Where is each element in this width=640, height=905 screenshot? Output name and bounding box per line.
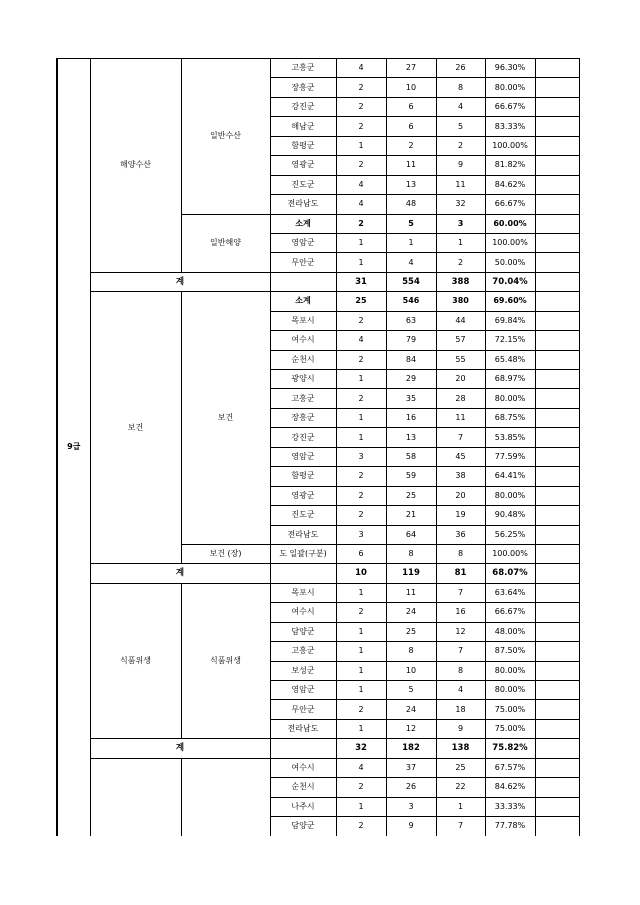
positions-cell: 2 bbox=[336, 156, 386, 175]
applicants-cell: 35 bbox=[386, 389, 436, 408]
blank-cell bbox=[535, 603, 579, 622]
blank-cell bbox=[535, 408, 579, 427]
blank-cell bbox=[535, 311, 579, 330]
attendees-cell: 9 bbox=[436, 156, 485, 175]
applicants-cell: 79 bbox=[386, 331, 436, 350]
applicants-cell: 546 bbox=[386, 292, 436, 311]
rate-cell: 66.67% bbox=[485, 97, 535, 116]
region-cell: 함평군 bbox=[270, 467, 336, 486]
table-row bbox=[57, 292, 579, 311]
region-cell: 강진군 bbox=[270, 428, 336, 447]
total-rate: 70.04% bbox=[485, 272, 535, 291]
rate-cell: 81.82% bbox=[485, 156, 535, 175]
positions-cell: 1 bbox=[336, 797, 386, 816]
rate-cell: 66.67% bbox=[485, 603, 535, 622]
total-positions: 32 bbox=[336, 739, 386, 758]
rate-cell: 50.00% bbox=[485, 253, 535, 272]
category-cell: 일반해양 bbox=[181, 214, 270, 272]
blank-cell bbox=[535, 661, 579, 680]
attendees-cell: 7 bbox=[436, 428, 485, 447]
blank-cell bbox=[535, 622, 579, 641]
attendees-cell: 57 bbox=[436, 331, 485, 350]
total-row bbox=[57, 739, 579, 758]
positions-cell: 4 bbox=[336, 175, 386, 194]
positions-cell: 6 bbox=[336, 544, 386, 563]
blank-cell bbox=[535, 739, 579, 758]
rate-cell: 100.00% bbox=[485, 233, 535, 252]
rate-cell: 48.00% bbox=[485, 622, 535, 641]
total-label: 계 bbox=[90, 272, 270, 291]
attendees-cell: 1 bbox=[436, 233, 485, 252]
rate-cell: 87.50% bbox=[485, 642, 535, 661]
attendees-cell: 2 bbox=[436, 253, 485, 272]
blank-cell bbox=[270, 739, 336, 758]
blank-cell bbox=[535, 583, 579, 602]
rate-cell: 84.62% bbox=[485, 778, 535, 797]
blank-cell bbox=[535, 700, 579, 719]
applicants-cell: 24 bbox=[386, 603, 436, 622]
positions-cell: 2 bbox=[336, 214, 386, 233]
applicants-cell: 59 bbox=[386, 467, 436, 486]
region-cell: 영광군 bbox=[270, 486, 336, 505]
rate-cell: 67.57% bbox=[485, 758, 535, 777]
positions-cell: 2 bbox=[336, 486, 386, 505]
rate-cell: 100.00% bbox=[485, 544, 535, 563]
region-cell: 함평군 bbox=[270, 136, 336, 155]
attendees-cell: 4 bbox=[436, 681, 485, 700]
region-cell: 소계 bbox=[270, 292, 336, 311]
region-cell: 고흥군 bbox=[270, 59, 336, 78]
positions-cell: 1 bbox=[336, 681, 386, 700]
blank-cell bbox=[535, 59, 579, 78]
table-row bbox=[57, 758, 579, 777]
blank-cell bbox=[535, 117, 579, 136]
applicants-cell: 10 bbox=[386, 78, 436, 97]
rate-cell: 80.00% bbox=[485, 661, 535, 680]
applicants-cell: 4 bbox=[386, 253, 436, 272]
total-applicants: 119 bbox=[386, 564, 436, 583]
attendees-cell: 19 bbox=[436, 506, 485, 525]
attendees-cell: 16 bbox=[436, 603, 485, 622]
region-cell: 도 일괄(구분) bbox=[270, 544, 336, 563]
table-row bbox=[57, 59, 579, 78]
applicants-cell: 13 bbox=[386, 428, 436, 447]
blank-cell bbox=[535, 564, 579, 583]
attendees-cell: 5 bbox=[436, 117, 485, 136]
region-cell: 나주시 bbox=[270, 797, 336, 816]
region-cell: 장흥군 bbox=[270, 78, 336, 97]
applicants-cell: 63 bbox=[386, 311, 436, 330]
rate-cell: 64.41% bbox=[485, 467, 535, 486]
blank-cell bbox=[535, 447, 579, 466]
region-cell: 목포시 bbox=[270, 583, 336, 602]
blank-cell bbox=[535, 272, 579, 291]
positions-cell: 1 bbox=[336, 719, 386, 738]
region-cell: 광양시 bbox=[270, 370, 336, 389]
applicants-cell: 11 bbox=[386, 156, 436, 175]
positions-cell: 1 bbox=[336, 136, 386, 155]
attendees-cell: 9 bbox=[436, 719, 485, 738]
region-cell: 진도군 bbox=[270, 175, 336, 194]
applicants-cell: 27 bbox=[386, 59, 436, 78]
blank-cell bbox=[535, 758, 579, 777]
region-cell: 순천시 bbox=[270, 350, 336, 369]
positions-cell: 2 bbox=[336, 117, 386, 136]
rate-cell: 69.60% bbox=[485, 292, 535, 311]
attendees-cell: 4 bbox=[436, 97, 485, 116]
rate-cell: 80.00% bbox=[485, 486, 535, 505]
region-cell: 고흥군 bbox=[270, 389, 336, 408]
attendees-cell: 32 bbox=[436, 195, 485, 214]
total-label: 계 bbox=[90, 564, 270, 583]
attendees-cell: 7 bbox=[436, 642, 485, 661]
region-cell: 영암군 bbox=[270, 233, 336, 252]
blank-cell bbox=[535, 817, 579, 836]
attendees-cell: 1 bbox=[436, 797, 485, 816]
region-cell: 무안군 bbox=[270, 700, 336, 719]
region-cell: 진도군 bbox=[270, 506, 336, 525]
region-cell: 장흥군 bbox=[270, 408, 336, 427]
rate-cell: 66.67% bbox=[485, 195, 535, 214]
positions-cell: 4 bbox=[336, 331, 386, 350]
attendees-cell: 38 bbox=[436, 467, 485, 486]
blank-cell bbox=[535, 389, 579, 408]
applicants-cell: 24 bbox=[386, 700, 436, 719]
rate-cell: 72.15% bbox=[485, 331, 535, 350]
total-rate: 75.82% bbox=[485, 739, 535, 758]
applicants-cell: 5 bbox=[386, 214, 436, 233]
attendees-cell: 55 bbox=[436, 350, 485, 369]
category-cell: 보건 (장) bbox=[181, 544, 270, 563]
rate-cell: 69.84% bbox=[485, 311, 535, 330]
positions-cell: 4 bbox=[336, 758, 386, 777]
attendees-cell: 28 bbox=[436, 389, 485, 408]
rate-cell: 80.00% bbox=[485, 681, 535, 700]
positions-cell: 1 bbox=[336, 253, 386, 272]
applicants-cell: 13 bbox=[386, 175, 436, 194]
blank-cell bbox=[535, 797, 579, 816]
attendees-cell: 20 bbox=[436, 370, 485, 389]
rate-cell: 77.59% bbox=[485, 447, 535, 466]
total-row bbox=[57, 564, 579, 583]
positions-cell: 2 bbox=[336, 78, 386, 97]
blank-cell bbox=[535, 97, 579, 116]
region-cell: 영암군 bbox=[270, 681, 336, 700]
applicants-cell: 21 bbox=[386, 506, 436, 525]
region-cell: 여수시 bbox=[270, 603, 336, 622]
positions-cell: 2 bbox=[336, 817, 386, 836]
blank-cell bbox=[535, 156, 579, 175]
blank-cell bbox=[535, 331, 579, 350]
total-positions: 10 bbox=[336, 564, 386, 583]
blank-cell bbox=[535, 428, 579, 447]
region-cell: 전라남도 bbox=[270, 719, 336, 738]
blank-cell bbox=[535, 233, 579, 252]
applicants-cell: 29 bbox=[386, 370, 436, 389]
total-rate: 68.07% bbox=[485, 564, 535, 583]
region-cell: 여수시 bbox=[270, 331, 336, 350]
blank-cell bbox=[535, 642, 579, 661]
applicants-cell: 10 bbox=[386, 661, 436, 680]
positions-cell: 4 bbox=[336, 195, 386, 214]
region-cell: 여수시 bbox=[270, 758, 336, 777]
attendees-cell: 3 bbox=[436, 214, 485, 233]
positions-cell: 2 bbox=[336, 603, 386, 622]
blank-cell bbox=[535, 350, 579, 369]
attendees-cell: 8 bbox=[436, 661, 485, 680]
applicants-cell: 3 bbox=[386, 797, 436, 816]
applicants-cell: 25 bbox=[386, 486, 436, 505]
positions-cell: 3 bbox=[336, 447, 386, 466]
attendees-cell: 8 bbox=[436, 544, 485, 563]
total-attendees: 388 bbox=[436, 272, 485, 291]
applicants-cell: 11 bbox=[386, 583, 436, 602]
positions-cell: 25 bbox=[336, 292, 386, 311]
blank-cell bbox=[535, 525, 579, 544]
region-cell: 소계 bbox=[270, 214, 336, 233]
series-cell: 해양수산 bbox=[90, 59, 181, 273]
total-applicants: 554 bbox=[386, 272, 436, 291]
series-cell: 보건 bbox=[90, 292, 181, 564]
blank-cell bbox=[535, 136, 579, 155]
positions-cell: 1 bbox=[336, 370, 386, 389]
applicants-cell: 8 bbox=[386, 642, 436, 661]
positions-cell: 3 bbox=[336, 525, 386, 544]
region-cell: 고흥군 bbox=[270, 642, 336, 661]
applicants-cell: 5 bbox=[386, 681, 436, 700]
blank-cell bbox=[535, 681, 579, 700]
positions-cell: 2 bbox=[336, 97, 386, 116]
blank-cell bbox=[535, 778, 579, 797]
attendees-cell: 7 bbox=[436, 583, 485, 602]
rate-cell: 53.85% bbox=[485, 428, 535, 447]
applicants-cell: 84 bbox=[386, 350, 436, 369]
positions-cell: 1 bbox=[336, 642, 386, 661]
attendees-cell: 2 bbox=[436, 136, 485, 155]
blank-cell bbox=[535, 175, 579, 194]
rate-cell: 68.97% bbox=[485, 370, 535, 389]
attendees-cell: 26 bbox=[436, 59, 485, 78]
applicants-cell: 2 bbox=[386, 136, 436, 155]
region-cell: 보성군 bbox=[270, 661, 336, 680]
region-cell: 목포시 bbox=[270, 311, 336, 330]
rate-cell: 33.33% bbox=[485, 797, 535, 816]
rate-cell: 75.00% bbox=[485, 700, 535, 719]
applicants-cell: 1 bbox=[386, 233, 436, 252]
positions-cell: 2 bbox=[336, 700, 386, 719]
attendees-cell: 12 bbox=[436, 622, 485, 641]
positions-cell: 4 bbox=[336, 59, 386, 78]
region-cell: 담양군 bbox=[270, 622, 336, 641]
blank-cell bbox=[535, 506, 579, 525]
positions-cell: 2 bbox=[336, 311, 386, 330]
attendees-cell: 380 bbox=[436, 292, 485, 311]
applicants-cell: 26 bbox=[386, 778, 436, 797]
positions-cell: 2 bbox=[336, 467, 386, 486]
positions-cell: 1 bbox=[336, 583, 386, 602]
total-positions: 31 bbox=[336, 272, 386, 291]
rate-cell: 60.00% bbox=[485, 214, 535, 233]
attendees-cell: 44 bbox=[436, 311, 485, 330]
region-cell: 전라남도 bbox=[270, 525, 336, 544]
applicants-cell: 58 bbox=[386, 447, 436, 466]
blank-cell bbox=[270, 272, 336, 291]
category-cell: 일반수산 bbox=[181, 59, 270, 215]
applicants-cell: 12 bbox=[386, 719, 436, 738]
rate-cell: 96.30% bbox=[485, 59, 535, 78]
rate-cell: 83.33% bbox=[485, 117, 535, 136]
region-cell: 무안군 bbox=[270, 253, 336, 272]
applicants-cell: 8 bbox=[386, 544, 436, 563]
table-row bbox=[57, 583, 579, 602]
attendees-cell: 22 bbox=[436, 778, 485, 797]
region-cell: 전라남도 bbox=[270, 195, 336, 214]
attendees-cell: 45 bbox=[436, 447, 485, 466]
rate-cell: 75.00% bbox=[485, 719, 535, 738]
region-cell: 담양군 bbox=[270, 817, 336, 836]
applicants-cell: 64 bbox=[386, 525, 436, 544]
applicants-cell: 6 bbox=[386, 97, 436, 116]
rate-cell: 77.78% bbox=[485, 817, 535, 836]
attendees-cell: 11 bbox=[436, 408, 485, 427]
rate-cell: 68.75% bbox=[485, 408, 535, 427]
attendees-cell: 20 bbox=[436, 486, 485, 505]
rate-cell: 84.62% bbox=[485, 175, 535, 194]
applicants-cell: 37 bbox=[386, 758, 436, 777]
positions-cell: 1 bbox=[336, 622, 386, 641]
applicants-cell: 9 bbox=[386, 817, 436, 836]
rate-cell: 65.48% bbox=[485, 350, 535, 369]
rate-cell: 80.00% bbox=[485, 389, 535, 408]
total-row bbox=[57, 272, 579, 291]
blank-cell bbox=[535, 214, 579, 233]
attendees-cell: 7 bbox=[436, 817, 485, 836]
category-cell: 식품위생 bbox=[181, 583, 270, 739]
positions-cell: 2 bbox=[336, 350, 386, 369]
positions-cell: 2 bbox=[336, 506, 386, 525]
applicants-cell: 48 bbox=[386, 195, 436, 214]
attendees-cell: 18 bbox=[436, 700, 485, 719]
region-cell: 순천시 bbox=[270, 778, 336, 797]
rate-cell: 90.48% bbox=[485, 506, 535, 525]
blank-cell bbox=[535, 253, 579, 272]
blank-cell bbox=[270, 564, 336, 583]
positions-cell: 1 bbox=[336, 428, 386, 447]
rate-cell: 80.00% bbox=[485, 78, 535, 97]
attendees-cell: 11 bbox=[436, 175, 485, 194]
blank-cell bbox=[535, 78, 579, 97]
region-cell: 영암군 bbox=[270, 447, 336, 466]
total-label: 계 bbox=[90, 739, 270, 758]
blank-cell bbox=[535, 486, 579, 505]
positions-cell: 2 bbox=[336, 389, 386, 408]
blank-cell bbox=[535, 195, 579, 214]
region-cell: 영광군 bbox=[270, 156, 336, 175]
positions-cell: 1 bbox=[336, 661, 386, 680]
positions-cell: 1 bbox=[336, 408, 386, 427]
rate-cell: 63.64% bbox=[485, 583, 535, 602]
series-cell bbox=[90, 758, 181, 835]
exam-statistics-sheet bbox=[56, 58, 580, 836]
blank-cell bbox=[535, 719, 579, 738]
category-cell bbox=[181, 758, 270, 835]
applicants-cell: 16 bbox=[386, 408, 436, 427]
rate-cell: 100.00% bbox=[485, 136, 535, 155]
region-cell: 강진군 bbox=[270, 97, 336, 116]
positions-cell: 2 bbox=[336, 778, 386, 797]
category-cell: 보건 bbox=[181, 292, 270, 545]
positions-cell: 1 bbox=[336, 233, 386, 252]
attendees-cell: 25 bbox=[436, 758, 485, 777]
total-attendees: 138 bbox=[436, 739, 485, 758]
blank-cell bbox=[535, 544, 579, 563]
blank-cell bbox=[535, 292, 579, 311]
total-attendees: 81 bbox=[436, 564, 485, 583]
applicants-cell: 6 bbox=[386, 117, 436, 136]
total-applicants: 182 bbox=[386, 739, 436, 758]
attendees-cell: 8 bbox=[436, 78, 485, 97]
blank-cell bbox=[535, 467, 579, 486]
applicants-cell: 25 bbox=[386, 622, 436, 641]
applicant-statistics-table bbox=[56, 58, 580, 836]
region-cell: 해남군 bbox=[270, 117, 336, 136]
blank-cell bbox=[535, 370, 579, 389]
rate-cell: 56.25% bbox=[485, 525, 535, 544]
series-cell: 식품위생 bbox=[90, 583, 181, 739]
attendees-cell: 36 bbox=[436, 525, 485, 544]
grade-cell: 9급 bbox=[57, 59, 90, 836]
